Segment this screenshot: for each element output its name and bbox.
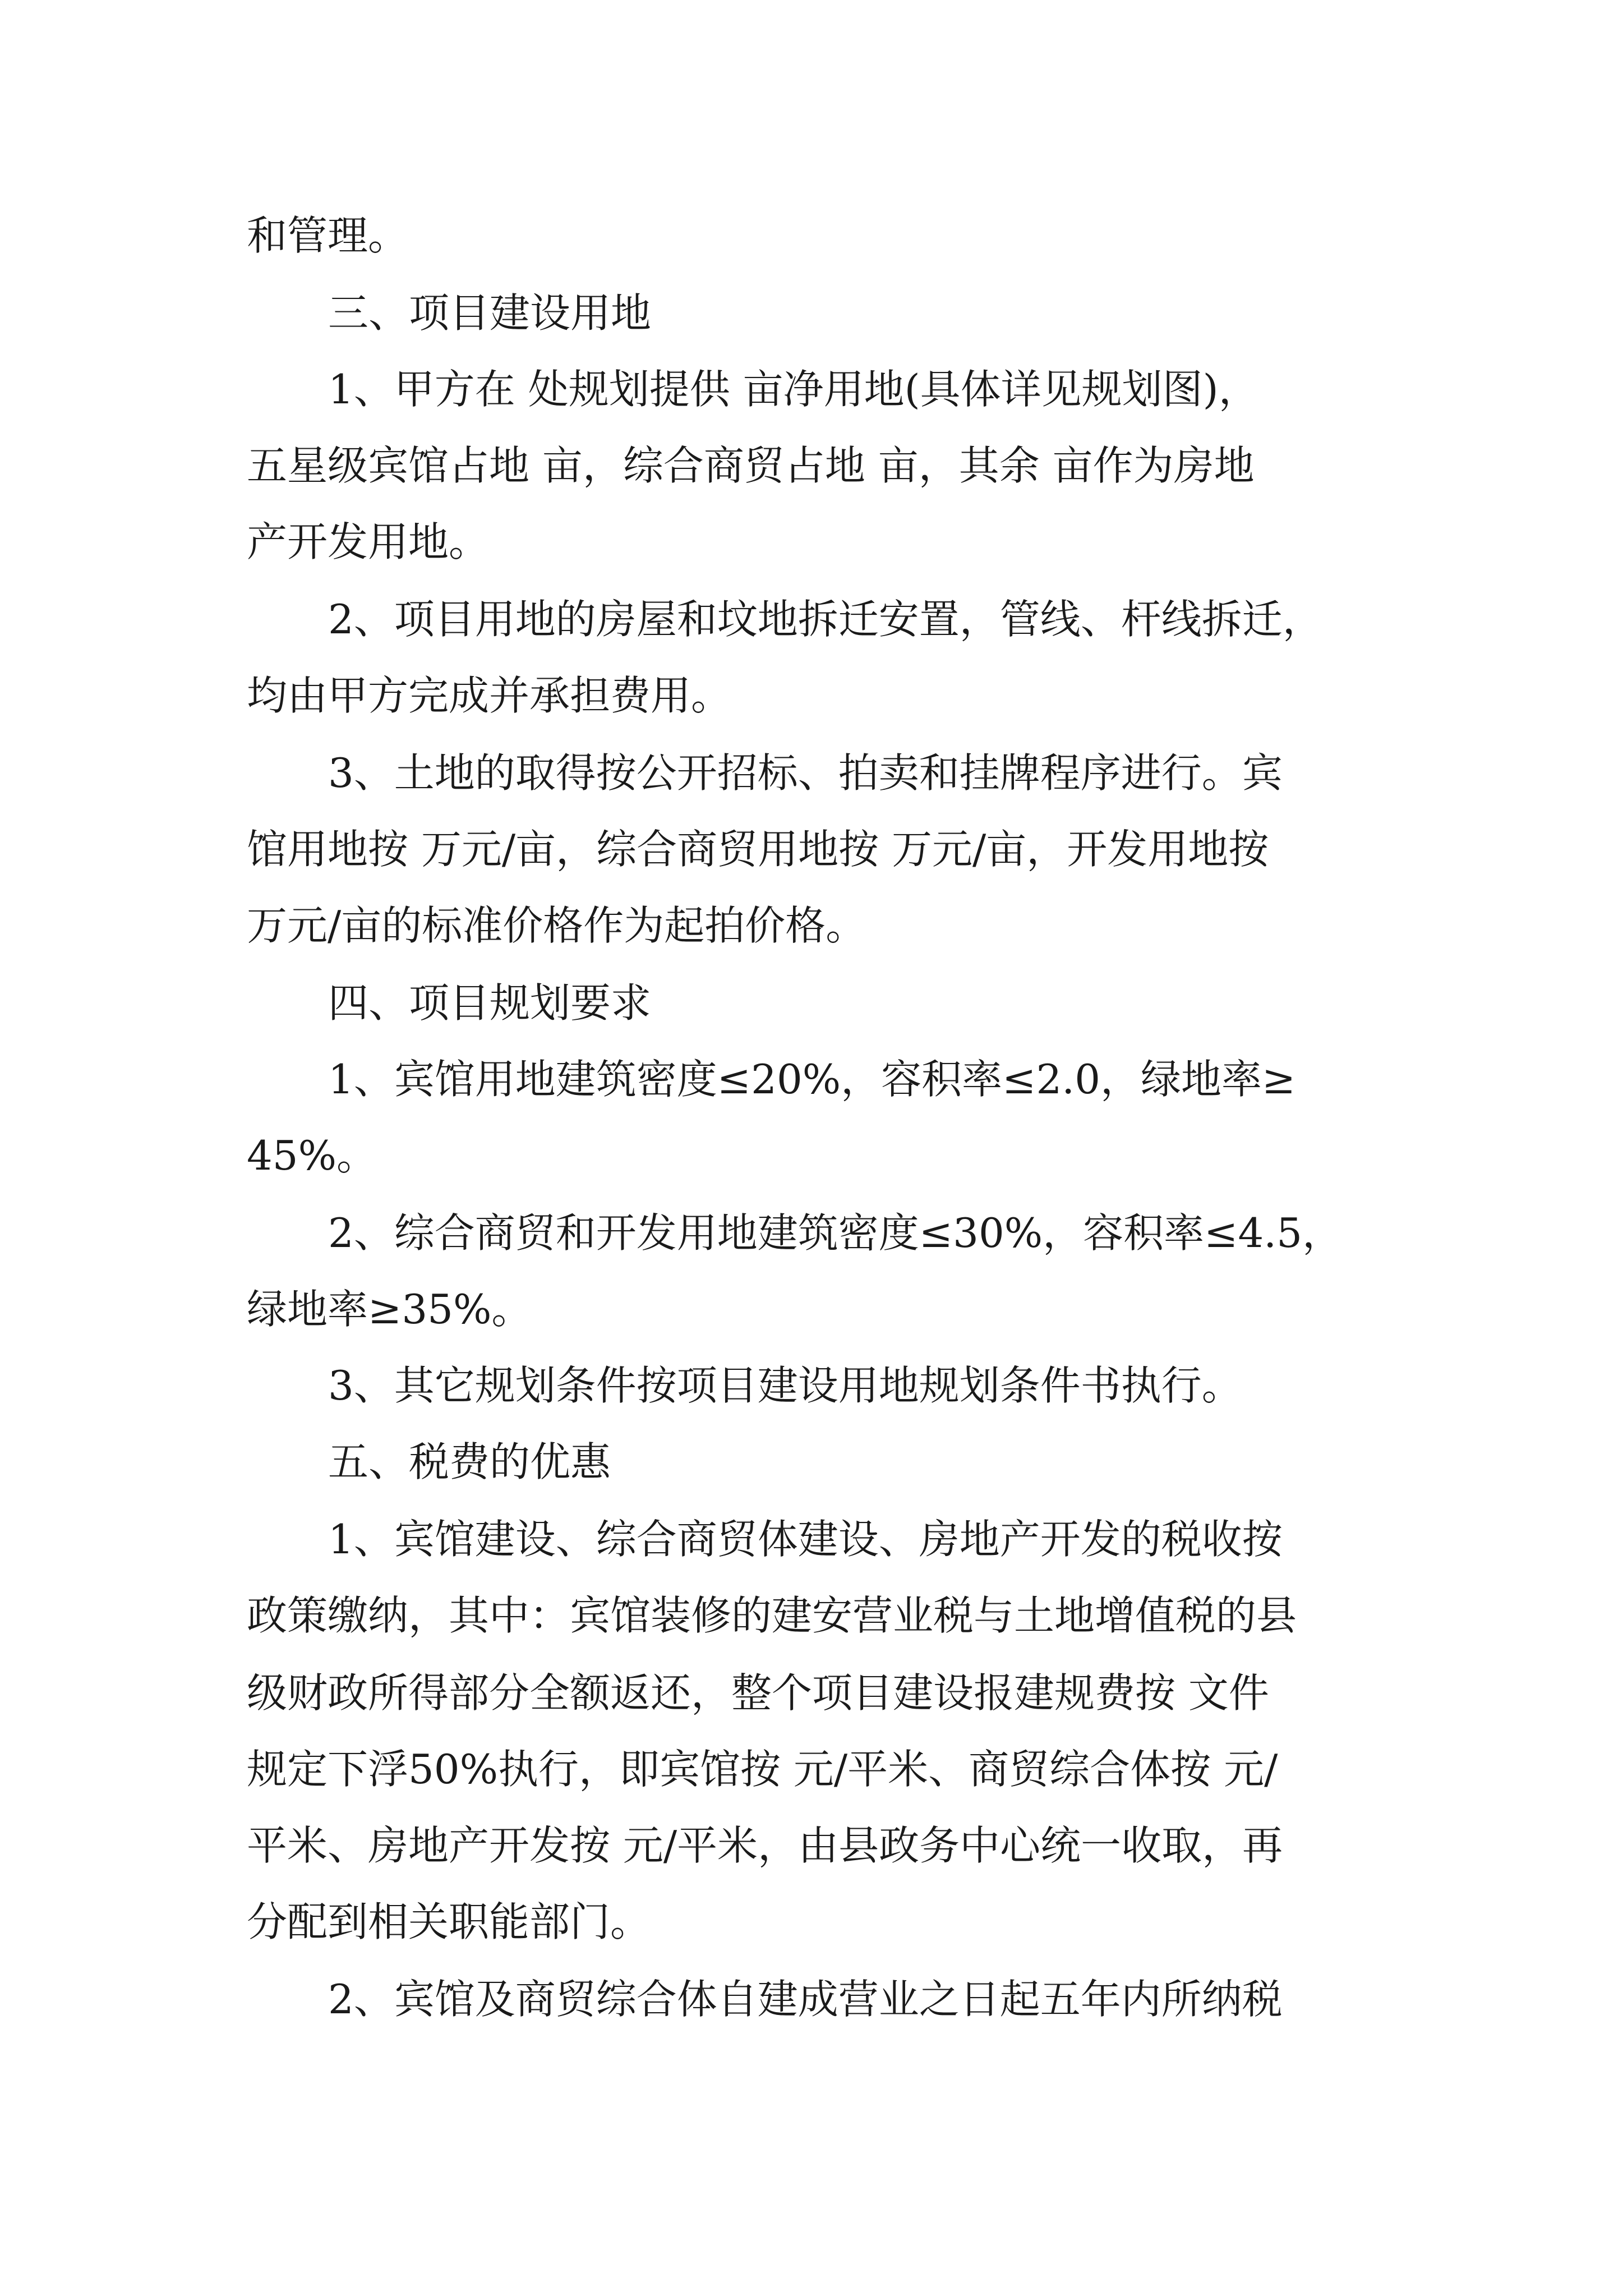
- section-heading: 五、税费的优惠: [328, 1438, 611, 1485]
- section-heading: 四、项目规划要求: [328, 979, 652, 1027]
- text-line: 2、项目用地的房屋和坟地拆迁安置，管线、杆线拆迁，: [328, 596, 1323, 643]
- text-line: 万元/亩的标准价格作为起拍价格。: [247, 902, 866, 949]
- text-line: 3、其它规划条件按项目建设用地规划条件书执行。: [328, 1362, 1242, 1409]
- section-heading: 三、项目建设用地: [328, 289, 652, 337]
- text-line: 规定下浮50%执行，即宾馆按 元/平米、商贸综合体按 元/: [247, 1746, 1278, 1793]
- text-line: 馆用地按 万元/亩，综合商贸用地按 万元/亩，开发用地按: [247, 826, 1269, 873]
- text-line: 五星级宾馆占地 亩，综合商贸占地 亩，其余 亩作为房地: [247, 442, 1255, 489]
- text-line: 绿地率≥35%。: [247, 1286, 532, 1333]
- text-line: 1、宾馆用地建筑密度≤20%，容积率≤2.0，绿地率≥: [328, 1056, 1296, 1103]
- text-line: 2、宾馆及商贸综合体自建成营业之日起五年内所纳税: [328, 1976, 1283, 2023]
- text-line: 和管理。: [247, 212, 409, 259]
- text-line: 2、综合商贸和开发用地建筑密度≤30%，容积率≤4.5，: [328, 1209, 1343, 1257]
- text-line: 政策缴纳，其中：宾馆装修的建安营业税与土地增值税的县: [247, 1592, 1297, 1639]
- text-line: 级财政所得部分全额返还，整个项目建设报建规费按 文件: [247, 1669, 1269, 1717]
- text-line: 产开发用地。: [247, 518, 490, 565]
- text-line: 45%。: [247, 1132, 377, 1179]
- text-line: 1、宾馆建设、综合商贸体建设、房地产开发的税收按: [328, 1516, 1283, 1563]
- text-line: 均由甲方完成并承担费用。: [247, 672, 732, 719]
- text-line: 1、甲方在 处规划提供 亩净用地(具体详见规划图)，: [328, 366, 1259, 413]
- text-line: 平米、房地产开发按 元/平米，由县政务中心统一收取，再: [247, 1822, 1283, 1869]
- text-line: 3、土地的取得按公开招标、拍卖和挂牌程序进行。宾: [328, 749, 1283, 797]
- text-line: 分配到相关职能部门。: [247, 1898, 651, 1945]
